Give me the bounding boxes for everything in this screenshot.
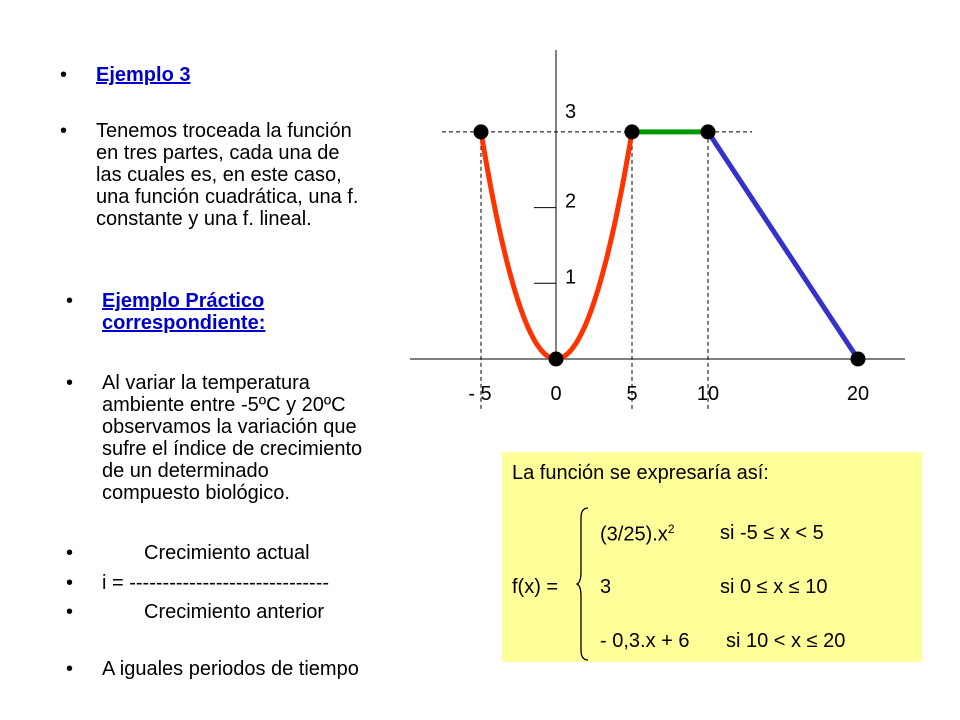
intro-line: constante y una f. lineal. [96,208,312,230]
x-tick-label: 10 [696,383,720,405]
formula-box [502,452,922,662]
linear-segment [708,132,858,359]
formula-text: Crecimiento actual [144,542,310,564]
intro-line: las cuales es, en este caso, [96,164,342,186]
formula-text: i = ------------------------------ [102,572,330,594]
x-tick-label: - 5 [468,383,492,405]
x-tick-label: 5 [626,383,638,405]
x-tick-label: 0 [550,383,562,405]
formula-box-title: La función se expresaría así: [512,462,769,484]
practical-line: sufre el índice de crecimiento [102,438,363,460]
example-title-link[interactable]: Ejemplo 3 [96,64,191,86]
left-brace [576,506,590,662]
intro-line: • Tenemos troceada la función [96,120,352,142]
practical-line: compuesto biológico. [102,482,290,504]
intro-line: una función cuadrática, una f. [96,186,359,208]
row1-superscript: 2 [667,522,675,536]
point-marker [549,352,564,367]
row1-condition: si -5 ≤ x < 5 [720,522,824,544]
y-tick-label: 2 [565,190,577,213]
row1-expr-text: (3/25).x [600,523,668,546]
practical-title-line[interactable]: • Ejemplo Práctico [102,290,265,312]
practical-line: de un determinado [102,460,269,482]
row3-condition: si 10 < x ≤ 20 [726,630,846,652]
row1-expression [600,522,675,547]
x-tick-label: 20 [846,383,870,405]
point-marker [701,124,716,139]
intro-line: en tres partes, cada una de [96,142,340,164]
practical-title-line[interactable]: correspondiente: [102,312,266,334]
fx-label: f(x) = [512,576,559,598]
point-marker [851,352,866,367]
practical-line: observamos la variación que [102,416,357,438]
row3-expression: - 0,3.x + 6 [600,630,690,652]
point-marker [474,124,489,139]
practical-line: • Al variar la temperatura [102,372,310,394]
row2-expression: 3 [600,576,612,598]
row2-condition: si 0 ≤ x ≤ 10 [720,576,828,598]
practical-line: ambiente entre -5ºC y 20ºC [102,394,346,416]
y-tick-label: 3 [565,100,577,123]
y-tick-label: 1 [565,266,577,289]
last-bullet-text: A iguales periodos de tiempo [102,658,359,680]
point-marker [625,124,640,139]
formula-text: Crecimiento anterior [144,601,325,623]
